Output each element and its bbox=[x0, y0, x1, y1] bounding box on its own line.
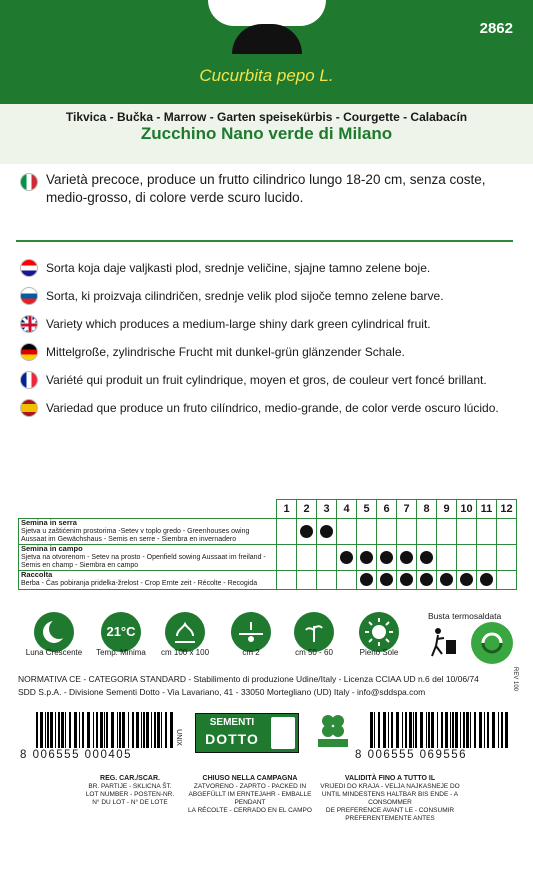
calendar-cell bbox=[457, 519, 477, 545]
unix-label: UNIX bbox=[174, 729, 182, 746]
barcode-bar bbox=[128, 712, 129, 748]
croatia-flag-icon bbox=[20, 259, 38, 277]
calendar-cell bbox=[477, 545, 497, 571]
calendar-cell bbox=[417, 571, 437, 590]
uk-flag-icon bbox=[20, 315, 38, 333]
calendar-cell bbox=[357, 519, 377, 545]
icon-label: cm 2 bbox=[242, 648, 260, 657]
barcode-bar bbox=[463, 712, 465, 748]
icon-label: Luna Crescente bbox=[25, 648, 83, 657]
calendar-row-label bbox=[19, 545, 277, 571]
footer-line: BR. PARTIJE - SKLICNA ŠT. bbox=[88, 783, 172, 790]
month-label: 4 bbox=[337, 500, 357, 519]
barcode-bar bbox=[136, 712, 139, 748]
barcode-bar bbox=[501, 712, 503, 748]
barcode-bar bbox=[383, 712, 386, 748]
month-label: 6 bbox=[377, 500, 397, 519]
barcode-number-right: 8 006555 069556 bbox=[355, 749, 468, 761]
barcode-bar bbox=[151, 712, 152, 748]
barcode-bar bbox=[96, 712, 98, 748]
description-de: Mittelgroße, zylindrische Frucht mit dunkel-grün glänzender Schale. bbox=[46, 345, 405, 359]
description-hr: Sorta koja daje valjkasti plod, srednje veličine, sjajne tamno zelene boje. bbox=[46, 261, 431, 275]
barcode-bar bbox=[428, 712, 430, 748]
calendar-cell bbox=[417, 519, 437, 545]
barcode-bar bbox=[437, 712, 438, 748]
calendar-cell bbox=[337, 571, 357, 590]
sowing-calendar bbox=[18, 499, 517, 590]
calendar-cell bbox=[497, 571, 517, 590]
barcode-bar bbox=[157, 712, 160, 748]
barcode-bar bbox=[484, 712, 485, 748]
barcode-bar bbox=[143, 712, 145, 748]
barcode-bar bbox=[455, 712, 458, 748]
active-month-dot bbox=[460, 573, 473, 586]
description-fr: Variété qui produit un fruit cylindrique, moyen et gros, de couleur vert foncé brillant. bbox=[46, 373, 487, 387]
calendar-cell bbox=[297, 571, 317, 590]
barcode-bar bbox=[460, 712, 461, 748]
active-month-dot bbox=[440, 573, 453, 586]
barcode-bar bbox=[505, 712, 508, 748]
active-month-dot bbox=[420, 551, 433, 564]
thermometer-icon bbox=[101, 612, 141, 652]
calendar-row bbox=[19, 571, 517, 590]
active-month-dot bbox=[300, 525, 313, 538]
calendar-cell bbox=[497, 545, 517, 571]
calendar-row-title: Semina in campo bbox=[21, 544, 83, 553]
footer-line: LA RÉCOLTE - CERRADO EN EL CAMPO bbox=[188, 807, 312, 814]
calendar-cell bbox=[277, 545, 297, 571]
calendar-row-text: Berba - Čas pobiranja pridelka-žrelost - Crop Ernte zeit - Récolte - Recogida bbox=[21, 580, 258, 587]
company-address: SDD S.p.A. - Divisione Sementi Dotto - Via Lavariano, 41 - 33050 Mortegliano (UD) Italy - info@sddspa.com bbox=[18, 687, 426, 697]
active-month-dot bbox=[340, 551, 353, 564]
barcode-bar bbox=[450, 712, 451, 748]
italy-flag-icon bbox=[20, 173, 38, 191]
barcode-bar bbox=[441, 712, 443, 748]
barcode-bar bbox=[170, 712, 173, 748]
barcode-bar bbox=[466, 712, 469, 748]
barcode-bar bbox=[122, 712, 125, 748]
description-gb: Variety which produces a medium-large shiny dark green cylindrical fruit. bbox=[46, 317, 431, 331]
barcode-bar bbox=[402, 712, 403, 748]
barcode-bar bbox=[82, 712, 84, 748]
month-label: 3 bbox=[317, 500, 337, 519]
calendar-row-text: Sjetva na otvorenom - Setev na prosto - Openfield sowing Aussaat im freiland - Semis en champ - Siembra en campo bbox=[21, 554, 266, 569]
sementi-dotto-logo bbox=[195, 713, 299, 753]
active-month-dot bbox=[380, 551, 393, 564]
temperature-value: 21°C bbox=[106, 624, 136, 639]
calendar-cell bbox=[277, 519, 297, 545]
calendar-cell bbox=[437, 519, 457, 545]
calendar-row-text: Sjetva u zaštićenim prostorima -Setev v toplo gredo - Greenhouses owing Aussaat im Gewächshaus - Semis en serre - Siembra en invernadero bbox=[21, 528, 250, 543]
calendar-cell bbox=[377, 519, 397, 545]
barcode-bar bbox=[65, 712, 66, 748]
description-it: Varietà precoce, produce un frutto cilindrico lungo 18-20 cm, senza coste, medio-grosso, di colore verde scuro lucido. bbox=[46, 172, 486, 205]
barcode-bar bbox=[474, 712, 476, 748]
barcode-bar bbox=[498, 712, 499, 748]
calendar-cell bbox=[397, 545, 417, 571]
footer-line: LOT NUMBER - POSTEN-NR. bbox=[85, 791, 175, 798]
active-month-dot bbox=[400, 573, 413, 586]
barcode-bar bbox=[146, 712, 149, 748]
france-flag-icon bbox=[20, 371, 38, 389]
recycle-bin-icon bbox=[430, 626, 458, 660]
calendar-cell bbox=[357, 545, 377, 571]
footer-line: DE PREFERENCE AVANT LE - CONSUMIR PREFERENTEMENTE ANTES bbox=[325, 807, 455, 822]
barcode-bar bbox=[50, 712, 53, 748]
regulatory-block bbox=[18, 673, 479, 699]
calendar-cell bbox=[337, 545, 357, 571]
calendar-cell bbox=[317, 571, 337, 590]
barcode-bar bbox=[409, 712, 412, 748]
barcode-bar bbox=[165, 712, 167, 748]
calendar-row-title: Semina in serra bbox=[21, 518, 77, 527]
barcode-bar bbox=[396, 712, 399, 748]
barcode-bar bbox=[426, 712, 427, 748]
barcode-bar bbox=[69, 712, 71, 748]
calendar-cell bbox=[377, 545, 397, 571]
calendar-cell bbox=[317, 519, 337, 545]
calendar-cell bbox=[437, 571, 457, 590]
variety-title: Zucchino Nano verde di Milano bbox=[140, 124, 393, 143]
active-month-dot bbox=[360, 573, 373, 586]
calendar-row bbox=[19, 545, 517, 571]
icon-label: Pieno Sole bbox=[359, 648, 399, 657]
barcode-bar bbox=[132, 712, 134, 748]
barcode-bar bbox=[36, 712, 38, 748]
icon-label: Temp. Minima bbox=[96, 648, 146, 657]
calendar-cell bbox=[297, 545, 317, 571]
barcode-bar bbox=[161, 712, 162, 748]
barcode-bar bbox=[415, 712, 417, 748]
month-label: 9 bbox=[437, 500, 457, 519]
revision-label: REV 100 bbox=[511, 666, 518, 692]
barcode-left bbox=[36, 712, 176, 748]
calendar-cell bbox=[377, 571, 397, 590]
spain-flag-icon bbox=[20, 399, 38, 417]
barcode-bar bbox=[479, 712, 482, 748]
active-month-dot bbox=[420, 573, 433, 586]
active-month-dot bbox=[380, 573, 393, 586]
month-label: 8 bbox=[417, 500, 437, 519]
divider bbox=[16, 240, 513, 242]
barcode-bar bbox=[79, 712, 80, 748]
calendar-cell bbox=[397, 571, 417, 590]
barcode-bar bbox=[55, 712, 56, 748]
calendar-row-label bbox=[19, 571, 277, 590]
footer-lot bbox=[70, 775, 190, 807]
barcode-bar bbox=[370, 712, 373, 748]
calendar-cell bbox=[417, 545, 437, 571]
footer-line: UNTIL MINDESTENS HALTBAR BIS ENDE - A CONSOMMER bbox=[321, 791, 459, 806]
footer-line: N° DU LOT - N° DE LOTE bbox=[92, 799, 168, 806]
latin-name: Cucurbita pepo L. bbox=[199, 66, 334, 85]
calendar-cell bbox=[477, 571, 497, 590]
month-label: 2 bbox=[297, 500, 317, 519]
product-code: 2862 bbox=[479, 20, 513, 37]
calendar-cell bbox=[397, 519, 417, 545]
barcode-bar bbox=[40, 712, 43, 748]
barcode-bar bbox=[431, 712, 434, 748]
icon-label: cm 50 - 60 bbox=[295, 648, 333, 657]
sun-icon bbox=[359, 612, 399, 652]
barcode-bar bbox=[117, 712, 118, 748]
mascot-icon bbox=[271, 717, 295, 749]
barcode-bar bbox=[61, 712, 64, 748]
barcode-bar bbox=[119, 712, 121, 748]
calendar-months-row bbox=[19, 500, 517, 519]
icon-label: cm 100 x 100 bbox=[160, 648, 210, 657]
green-dot-icon bbox=[471, 622, 513, 664]
calendar-cell bbox=[317, 545, 337, 571]
footer-validity bbox=[320, 775, 460, 823]
barcode-bar bbox=[413, 712, 414, 748]
footer-title: VALIDITÀ FINO A TUTTO IL bbox=[344, 775, 436, 782]
sealed-bag-label: Busta termosaldata bbox=[428, 611, 502, 621]
barcode-bar bbox=[452, 712, 454, 748]
logo-line2: DOTTO bbox=[205, 731, 259, 747]
barcode-bar bbox=[154, 712, 156, 748]
calendar-cell bbox=[277, 571, 297, 590]
month-label: 12 bbox=[497, 500, 517, 519]
footer-line: VRIJEDI DO KRAJA - VELJA NAJKASNEJE DO bbox=[320, 783, 460, 790]
germany-flag-icon bbox=[20, 343, 38, 361]
logo-line1: SEMENTI bbox=[209, 717, 255, 728]
calendar-cell bbox=[457, 545, 477, 571]
barcode-bar bbox=[141, 712, 142, 748]
spacing-icon bbox=[165, 612, 205, 652]
barcode-bar bbox=[470, 712, 471, 748]
clover-quality-icon bbox=[312, 708, 354, 750]
description-es: Variedad que produce un fruto cilíndrico, medio-grande, de color verde oscuro lúcido. bbox=[46, 401, 499, 415]
footer-packed bbox=[180, 775, 320, 815]
barcode-bar bbox=[104, 712, 105, 748]
barcode-bar bbox=[378, 712, 380, 748]
footer-title: CHIUSO NELLA CAMPAGNA bbox=[202, 775, 298, 782]
month-label: 5 bbox=[357, 500, 377, 519]
month-label: 10 bbox=[457, 500, 477, 519]
footer-title: REG. CAR./SCAR. bbox=[100, 775, 160, 782]
depth-icon bbox=[231, 612, 271, 652]
footer-line: ABGEFÜLLT IM ERNTEJAHR - EMBALLE PENDANT bbox=[188, 791, 312, 806]
active-month-dot bbox=[480, 573, 493, 586]
barcode-bar bbox=[106, 712, 108, 748]
active-month-dot bbox=[320, 525, 333, 538]
barcode-number-left: 8 006555 000405 bbox=[20, 749, 133, 761]
active-month-dot bbox=[360, 551, 373, 564]
active-month-dot bbox=[400, 551, 413, 564]
slovenia-flag-icon bbox=[20, 287, 38, 305]
barcode-bar bbox=[58, 712, 60, 748]
calendar-cell bbox=[437, 545, 457, 571]
footer-line: ZATVORENO - ZAPRTO - PACKED IN bbox=[193, 783, 307, 790]
month-label: 11 bbox=[477, 500, 497, 519]
barcode-bar bbox=[47, 712, 49, 748]
moon-icon bbox=[34, 612, 74, 652]
barcode-bar bbox=[445, 712, 448, 748]
month-label: 7 bbox=[397, 500, 417, 519]
barcode-bar bbox=[87, 712, 90, 748]
barcode-bar bbox=[405, 712, 407, 748]
calendar-cell bbox=[357, 571, 377, 590]
barcode-bar bbox=[388, 712, 389, 748]
barcode-bar bbox=[487, 712, 489, 748]
barcode-bar bbox=[45, 712, 46, 748]
common-names: Tikvica - Bučka - Marrow - Garten speisekürbis - Courgette - Calabacín bbox=[65, 110, 468, 124]
calendar-cell bbox=[297, 519, 317, 545]
month-label: 1 bbox=[277, 500, 297, 519]
description-si: Sorta, ki proizvaja cilindričen, srednje velik plod sijoče temno zelene barve. bbox=[46, 289, 444, 303]
barcode-bar bbox=[100, 712, 103, 748]
calendar-cell bbox=[497, 519, 517, 545]
height-icon bbox=[294, 612, 334, 652]
barcode-bar bbox=[492, 712, 495, 748]
barcode-bar bbox=[420, 712, 423, 748]
barcode-right bbox=[370, 712, 510, 748]
calendar-cell bbox=[337, 519, 357, 545]
calendar-row bbox=[19, 519, 517, 545]
barcode-bar bbox=[391, 712, 393, 748]
barcode-bar bbox=[93, 712, 94, 748]
calendar-row-title: Raccolta bbox=[21, 570, 53, 579]
barcode-bar bbox=[111, 712, 114, 748]
calendar-cell bbox=[477, 519, 497, 545]
calendar-cell bbox=[457, 571, 477, 590]
normativa-text: NORMATIVA CE - CATEGORIA STANDARD - Stabilimento di produzione Udine/Italy - Licenza CCIAA UD n.6 del 10/06/74 bbox=[18, 674, 479, 684]
hanger-cutout bbox=[208, 0, 326, 26]
barcode-bar bbox=[374, 712, 375, 748]
barcode-bar bbox=[74, 712, 77, 748]
calendar-row-label bbox=[19, 519, 277, 545]
